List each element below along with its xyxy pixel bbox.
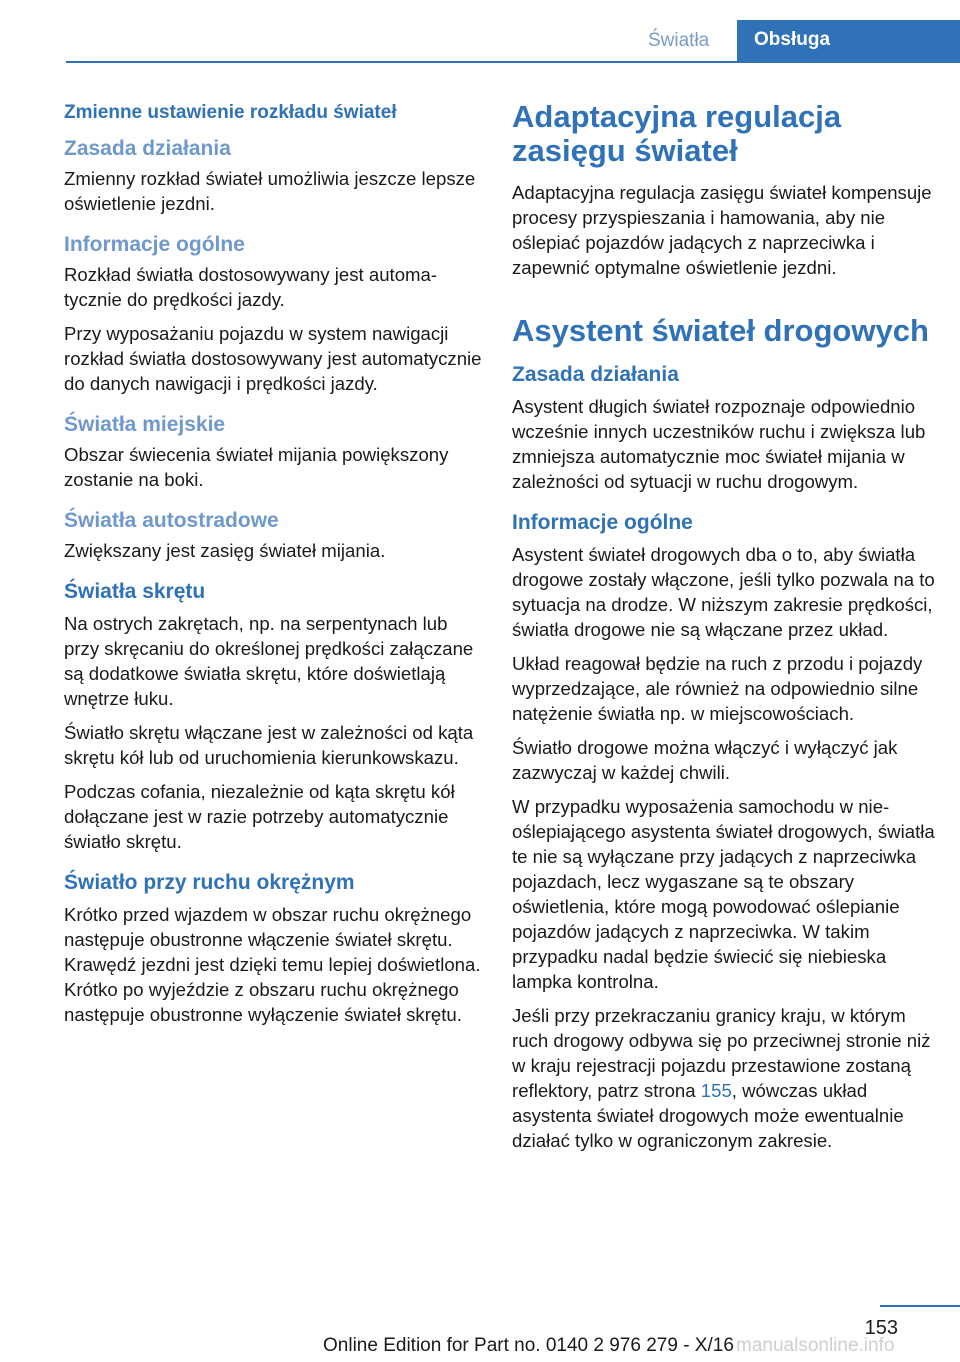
- paragraph-text: Jeśli przy przekraczaniu granicy kraju, w którym ruch drogowy odbywa się po przeciwnej stronie niż w kraju rejestracji pojazdu przestawione zostaną reflektory, patrz strona: [512, 1005, 931, 1101]
- paragraph: Asystent długich świateł rozpoznaje odpowiednio wcześnie innych uczestników ruchu i zwiększa lub zmniejsza automatycznie moc świateł mijania w zależności od sytuacji w ruchu drogowym.: [512, 396, 926, 492]
- edition-note: Online Edition for Part no. 0140 2 976 279 - X/16: [323, 1335, 734, 1356]
- subheading: Informacje ogólne: [512, 511, 693, 534]
- subheading: Światła skrętu: [64, 580, 206, 603]
- paragraph: Asystent świateł drogowych dba o to, aby światła drogowe zostały włączone, jeśli tylko pozwala na to sytuacja na drodze. W niższym zakresie prędkości, światła drogowe nie są włączane przez układ.: [512, 544, 935, 640]
- paragraph: Światło drogowe można włączyć i wyłączyć jak zazwyczaj w każdej chwili.: [512, 737, 898, 783]
- watermark: manualsonline.info: [736, 1335, 895, 1356]
- subheading: Informacje ogólne: [64, 233, 245, 256]
- page-link[interactable]: 155: [700, 1080, 732, 1101]
- section-title: Zmienne ustawienie rozkładu świateł: [64, 102, 397, 123]
- paragraph: Krótko przed wjazdem w obszar ruchu okrężnego następuje obustronne włączenie świateł skrętu. Krawędź jezdni jest dzięki temu lepiej doświetlona. Krótko po wyjeździe z obszaru ruchu okrężnego następuje obustronne wyłączenie świateł skrętu.: [64, 904, 481, 1025]
- subheading: Zasada działania: [512, 363, 679, 386]
- paragraph: Układ reagował będzie na ruch z przodu i pojazdy wyprzedzające, ale również na odpowiednio silne natężenie światła np. w miejscowościach.: [512, 653, 923, 724]
- paragraph: W przypadku wyposażenia samochodu w nieoślepiającego asystenta świateł drogowych, światła te nie są wyłączane przy jadących z naprzeciwka pojazdach, lecz wygaszane są te obszary oświetlenia, które mogą powodować oślepianie pojazdów jadących z naprzeciwka. W takim przypadku nadal będzie świecić się niebieska lampka kontrolna.: [512, 796, 935, 992]
- section-title: Adaptacyjna regulacja zasięgu świateł: [512, 99, 842, 168]
- paragraph: [512, 1003, 942, 1153]
- header-tab-active[interactable]: Obsługa: [737, 20, 960, 63]
- paragraph-text: , wówczas układ asystenta świateł drogowych może ewentualnie działać tylko w ograniczonym zakresie.: [512, 1080, 904, 1151]
- right-column: [512, 100, 942, 1162]
- page-number: 153: [864, 1317, 898, 1339]
- header-section-label[interactable]: Światła: [648, 30, 710, 51]
- subheading: Światło przy ruchu okrężnym: [64, 871, 355, 894]
- footer-rule: [880, 1305, 960, 1307]
- subheading: Światła miejskie: [64, 413, 226, 436]
- left-column: [64, 100, 482, 1036]
- paragraph: Przy wyposażaniu pojazdu w system nawigacji rozkład światła dostosowywany jest automatycznie do danych nawigacji i prędkości jazdy.: [64, 323, 482, 394]
- paragraph: Podczas cofania, niezależnie od kąta skrętu kół dołączane jest w razie potrzeby automatycznie światło skrętu.: [64, 781, 455, 852]
- section-title: Asystent świateł drogowych: [512, 313, 929, 348]
- paragraph: Zwiększany jest zasięg świateł mijania.: [64, 540, 386, 561]
- subheading: Światła autostradowe: [64, 509, 279, 532]
- paragraph: Adaptacyjna regulacja zasięgu świateł kompensuje procesy przyspieszania i hamowania, aby nie oślepiać pojazdów jadących z naprzeciwka i zapewnić optymalne oświetlenie jezdni.: [512, 182, 932, 278]
- paragraph: Obszar świecenia świateł mijania powiększony zostanie na boki.: [64, 444, 449, 490]
- paragraph: Na ostrych zakrętach, np. na serpentynach lub przy skręcaniu do określonej prędkości załączane są dodatkowe światła skrętu, które doświetlają wnętrze łuku.: [64, 613, 474, 709]
- subheading: Zasada działania: [64, 137, 231, 160]
- paragraph: Światło skrętu włączane jest w zależności od kąta skrętu kół lub od uruchomienia kierunkowskazu.: [64, 722, 474, 768]
- paragraph: Zmienny rozkład świateł umożliwia jeszcze lepsze oświetlenie jezdni.: [64, 168, 476, 214]
- paragraph: Rozkład światła dostosowywany jest automatycznie do prędkości jazdy.: [64, 264, 438, 310]
